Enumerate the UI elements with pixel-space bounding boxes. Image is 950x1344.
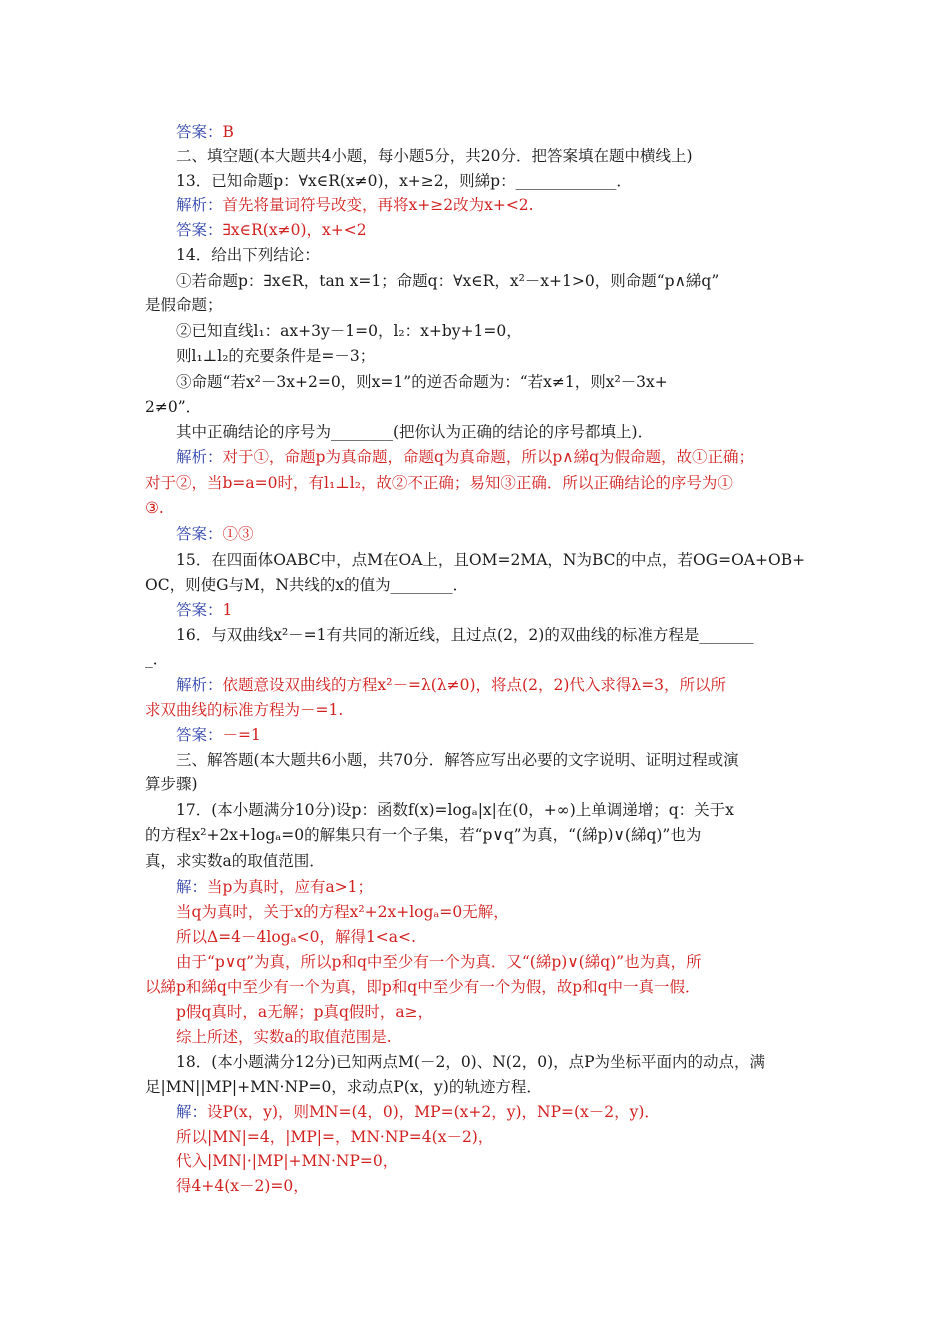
line-label: 答案： [176, 123, 223, 141]
line-text: 首先将量词符号改变，再将x+≥2改为x+<2. [222, 196, 534, 214]
line-text: 二、填空题(本大题共4小题，每小题5分，共20分．把答案填在题中横线上) [176, 147, 693, 165]
line-text: 2≠0”． [145, 398, 202, 416]
line-text: 的方程x²+2x+logₐ=0的解集只有一个子集，若“p∨q”为真，“(綈p)∨(綈q)”也为 [145, 826, 702, 844]
line-text: 算步骤) [145, 775, 198, 793]
text-line [176, 674, 726, 696]
text-line [176, 270, 719, 292]
text-line [176, 901, 509, 923]
line-text: 13．已知命题p：∀x∈R(x≠0)，x+≥2，则綈p：_____________． [176, 172, 632, 190]
line-text: 18．(本小题满分12分)已知两点M(－2，0)、N(2，0)，点P为坐标平面内的动点，满 [176, 1053, 766, 1071]
line-label: 解析： [176, 448, 223, 466]
text-line [176, 421, 653, 443]
text-line [176, 121, 234, 143]
line-text: ∃x∈R(x≠0)，x+<2 [222, 221, 367, 239]
line-text: p假q真时，a无解；p真q假时，a≥， [176, 1003, 434, 1021]
line-text: ①③ [222, 525, 254, 543]
line-text: 由于“p∨q”为真，所以p和q中至少有一个为真．又“(綈p)∨(綈q)”也为真，所 [176, 953, 702, 971]
text-line [176, 799, 734, 821]
line-text: 17．(本小题满分10分)设p：函数f(x)=logₐ|x|在(0，+∞)上单调递增；q：关于x [176, 801, 734, 819]
line-text: 15．在四面体OABC中，点M在OA上，且OM=2MA，N为BC的中点，若OG=OA+OB+ [176, 551, 806, 569]
text-line [176, 1150, 398, 1172]
line-text: 得4+4(x－2)=0， [176, 1177, 309, 1195]
text-line [176, 1051, 765, 1073]
line-text: ③. [145, 499, 164, 517]
text-line [145, 773, 198, 795]
text-line [145, 850, 325, 872]
line-text: ③命题“若x²－3x+2=0，则x=1”的逆否命题为：“若x≠1，则x²－3x+ [176, 373, 668, 391]
text-line [176, 1001, 433, 1023]
text-line [145, 648, 168, 670]
line-label: 答案： [176, 601, 223, 619]
line-text: 是假命题； [145, 296, 223, 314]
line-label: 答案： [176, 221, 223, 239]
text-line [176, 1126, 493, 1148]
text-line [176, 1026, 392, 1048]
text-line [176, 951, 702, 973]
text-line [176, 320, 522, 342]
line-text: 依题意设双曲线的方程x²－=λ(λ≠0)，将点(2，2)代入求得λ=3，所以所 [222, 676, 727, 694]
line-text: B [222, 123, 234, 141]
line-text: 所以Δ=4－4logₐ<0，解得1<a<. [176, 928, 416, 946]
line-text: 足|MN||MP|+MN·NP=0，求动点P(x，y)的轨迹方程． [145, 1078, 542, 1096]
text-line [145, 574, 468, 596]
text-line [145, 824, 701, 846]
text-line [145, 699, 343, 721]
line-text: 代入|MN|·|MP|+MN·NP=0， [176, 1152, 399, 1170]
text-line [176, 599, 232, 621]
text-line [176, 523, 254, 545]
text-line [145, 396, 201, 418]
text-line [176, 1101, 660, 1123]
line-label: 解析： [176, 196, 223, 214]
line-text: 所以|MN|=4，|MP|=，MN·NP=4(x－2)， [176, 1128, 494, 1146]
text-line [176, 624, 754, 646]
line-label: 解： [176, 1103, 208, 1121]
text-line [176, 219, 367, 241]
text-line [176, 749, 739, 771]
line-text: ②已知直线l₁：ax+3y－1=0，l₂：x+by+1=0， [176, 322, 522, 340]
line-text: 综上所述，实数a的取值范围是. [176, 1028, 392, 1046]
text-line [176, 194, 534, 216]
line-text: 以綈p和綈q中至少有一个为真，即p和q中至少有一个为假，故p和q中一真一假． [145, 978, 701, 996]
text-line [176, 926, 416, 948]
line-label: 答案： [176, 726, 223, 744]
line-text: 当q为真时，关于x的方程x²+2x+logₐ=0无解， [176, 903, 509, 921]
line-text: 16．与双曲线x²－=1有共同的渐近线，且过点(2，2)的双曲线的标准方程是_______ [176, 626, 754, 644]
line-text: _． [145, 650, 169, 668]
line-text: 真，求实数a的取值范围． [145, 852, 325, 870]
text-line [176, 345, 375, 367]
text-line [145, 1076, 542, 1098]
line-text: －=1 [222, 726, 261, 744]
text-line [176, 446, 754, 468]
line-text: 当p为真时，应有a>1； [207, 878, 374, 896]
text-line [176, 724, 261, 746]
text-line [176, 1175, 309, 1197]
line-text: 对于①，命题p为真命题，命题q为真命题，所以p∧綈q为假命题，故①正确； [222, 448, 755, 466]
text-line [176, 876, 373, 898]
text-line [176, 371, 668, 393]
line-text: 求双曲线的标准方程为－=1. [145, 701, 344, 719]
line-label: 答案： [176, 525, 223, 543]
text-line [145, 294, 223, 316]
text-line [176, 244, 320, 266]
line-text: OC，则使G与M，N共线的x的值为________． [145, 576, 469, 594]
line-label: 解： [176, 878, 208, 896]
line-text: 对于②，当b=a=0时，有l₁⊥l₂，故②不正确；易知③正确．所以正确结论的序号为① [145, 474, 733, 492]
line-label: 解析： [176, 676, 223, 694]
line-text: 则l₁⊥l₂的充要条件是=－3； [176, 347, 376, 365]
text-line [176, 145, 693, 167]
text-line [176, 549, 805, 571]
line-text: 1 [222, 601, 233, 619]
text-line [145, 976, 701, 998]
text-line [145, 472, 733, 494]
line-text: 其中正确结论的序号为________(把你认为正确的结论的序号都填上)． [176, 423, 654, 441]
line-text: 三、解答题(本大题共6小题，共70分．解答应写出必要的文字说明、证明过程或演 [176, 751, 739, 769]
text-line [176, 170, 632, 192]
line-text: 设P(x，y)，则MN=(4，0)，MP=(x+2，y)，NP=(x－2，y)． [207, 1103, 660, 1121]
line-text: ①若命题p：∃x∈R，tan x=1；命题q：∀x∈R，x²－x+1>0，则命题“p∧綈q” [176, 272, 720, 290]
text-line [145, 497, 164, 519]
line-text: 14．给出下列结论： [176, 246, 320, 264]
